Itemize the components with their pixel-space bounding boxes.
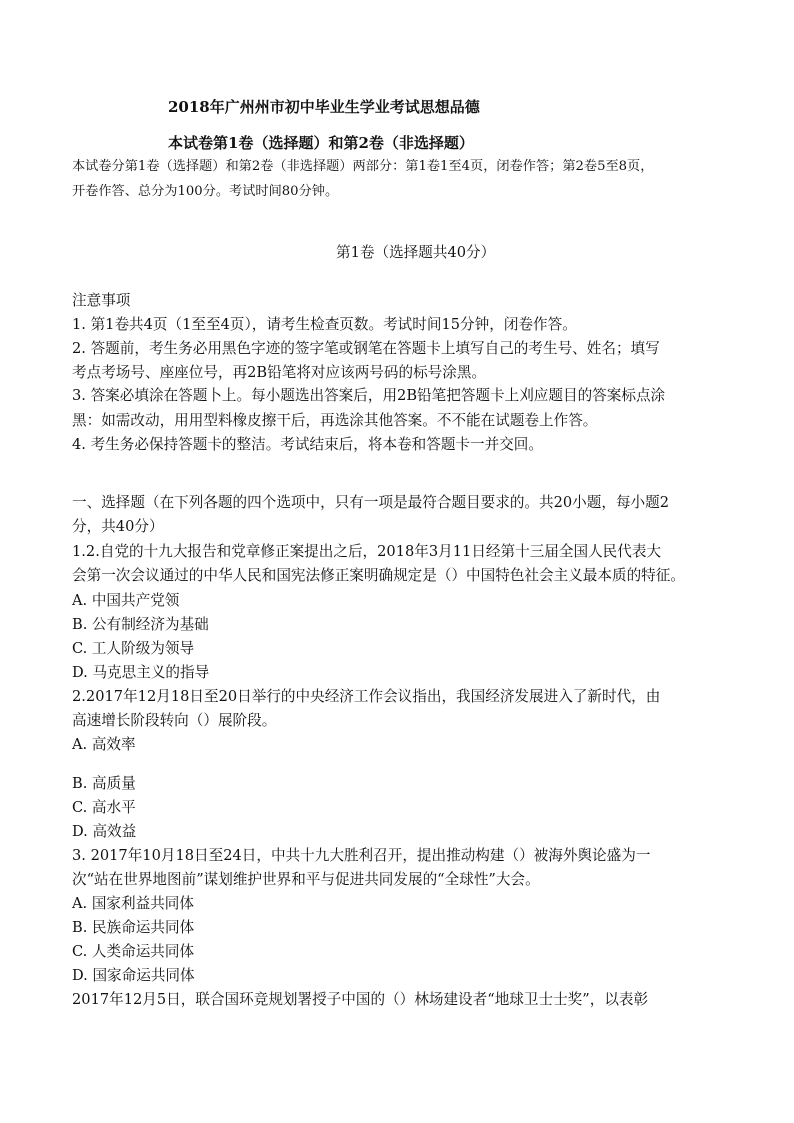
intro-line: 开卷作答、总分为100分。考试时间80分钟。	[72, 184, 339, 199]
question-stem: 1.2.自党的十九大报告和党章修正案提出之后，2018年3月11日经第十三届全国人民代表大	[72, 543, 662, 560]
question-option: B. 民族命运共同体	[72, 919, 195, 936]
question-option: D. 国家命运共同体	[72, 967, 195, 984]
notice-line: 黑：如需改动，用用型料橡皮擦干后，再选涂其他答案。不不能在试题卷上作答。	[72, 412, 598, 429]
intro-line: 本试卷分第1卷（选择题）和第2卷（非选择题）两部分：第1卷1至4页，闭卷作答；第2卷5至8页，	[72, 159, 654, 174]
notice-heading: 注意事项	[72, 292, 131, 309]
question-option: A. 中国共产党领	[72, 592, 180, 609]
question-option: C. 工人阶级为领导	[72, 640, 195, 657]
question-stem: 2017年12月5日，联合国环竞规划署授子中国的（）林场建设者“地球卫士士奖”，以表彰	[72, 991, 649, 1008]
question-option: A. 高效率	[72, 736, 136, 753]
section-heading: 分，共40分）	[72, 518, 164, 535]
notice-line: 4. 考生务必保持答题卡的整洁。考试结束后，将本卷和答题卡一并交回。	[72, 436, 543, 453]
notice-line: 考点考场号、座座位号，再2B铅笔将对应该两号码的标号涂黑。	[72, 364, 487, 381]
question-option: C. 高水平	[72, 799, 136, 816]
question-stem: 次“站在世界地图前”谋划维护世界和平与促进共同发展的“全球性”大会。	[72, 871, 540, 888]
question-stem: 高速增长阶段转向（）展阶段。	[72, 712, 277, 729]
question-option: A. 国家利益共同体	[72, 895, 194, 912]
question-option: B. 高质量	[72, 775, 136, 792]
question-stem: 2.2017年12月18日至20日举行的中央经济工作会议指出，我国经济发展进入了新时代，由	[72, 688, 661, 705]
question-option: D. 高效益	[72, 823, 137, 840]
notice-line: 2. 答题前，考生务必用黑色字迹的签字笔或钢笔在答题卡上填写自己的考生号、姓名；填写	[72, 340, 660, 357]
document-subtitle: 本试卷第1卷（选择题）和第2卷（非选择题）	[168, 134, 474, 152]
question-option: C. 人类命运共同体	[72, 943, 195, 960]
notice-line: 3. 答案必填涂在答题卜上。每小题选出答案后，用2B铅笔把答题卡上刈应题目的答案标点涂	[72, 387, 666, 404]
question-stem: 会第一次会议通过的中华人民和国宪法修正案明确规定是（）中国特色社会主义最本质的特征。	[72, 567, 685, 584]
question-option: D. 马克思主义的指导	[72, 664, 210, 681]
question-stem: 3. 2017年10月18日至24日，中共十九大胜利召开，提出推动构建（）被海外舆论盛为一	[72, 847, 651, 864]
question-option: B. 公有制经济为基础	[72, 616, 209, 633]
section-heading: 一、选择题（在下列各题的四个选项中，只有一项是最符合题目要求的。共20小题，每小题2	[72, 494, 670, 511]
part-heading: 第1卷（选择题共40分）	[336, 244, 496, 261]
notice-line: 1. 第1卷共4页（1至至4页），请考生检查页数。考试时间15分钟，闭卷作答。	[72, 316, 577, 333]
document-title: 2018年广州州市初中毕业生学业考试思想品德	[168, 98, 480, 116]
